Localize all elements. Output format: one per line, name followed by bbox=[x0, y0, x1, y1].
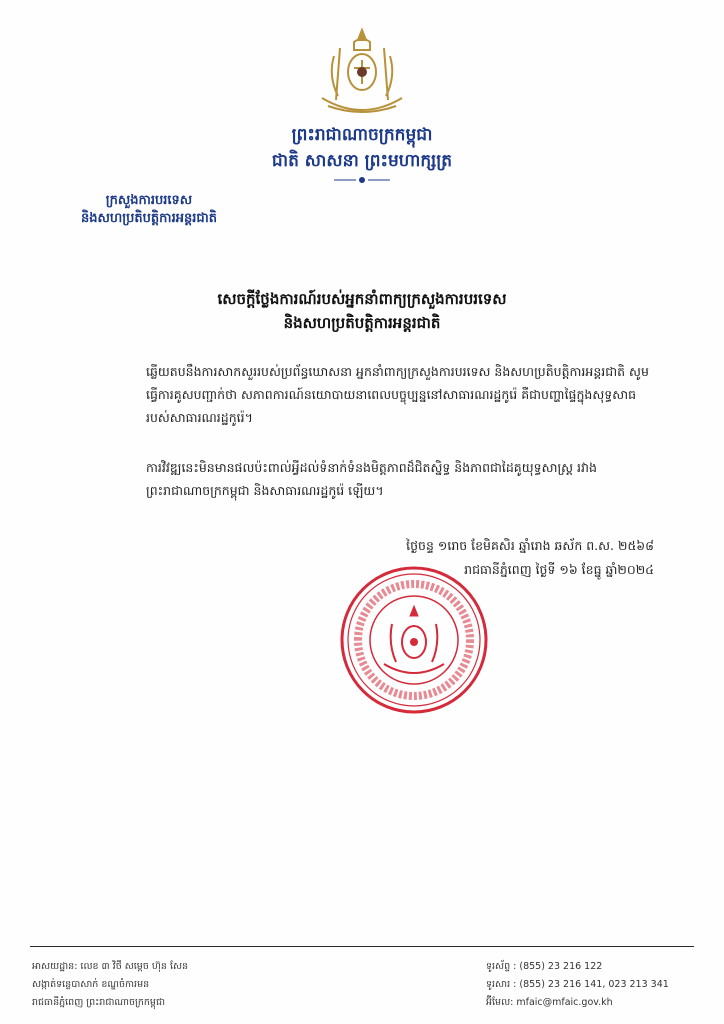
solar-date: រាជធានីភ្នំពេញ ថ្ងៃទី ១៦ ខែធ្នូ ឆ្នាំ២០២៤ bbox=[464, 562, 654, 577]
lunar-date: ថ្ងៃចន្ទ ១រោច ខែមិគសិរ ឆ្នាំរោង ឆស័ក ព.ស. ២៥៦៨ bbox=[406, 538, 654, 553]
statement-title: សេចក្តីថ្លែងការណ៍របស់អ្នកនាំពាក្យក្រសួងការបរទេស bbox=[217, 290, 507, 308]
footer-address-line2: សង្កាត់ទន្លេបាសាក់ ខណ្ឌចំការមន bbox=[32, 979, 150, 990]
footer-fax: ទូរសារ : (855) 23 216 141, 023 213 341 bbox=[486, 979, 669, 990]
footer-address-line3: រាជធានីភ្នំពេញ ព្រះរាជាណាចក្រកម្ពុជា bbox=[32, 997, 165, 1008]
ministry-name-line2: និងសហប្រតិបត្តិការអន្តរជាតិ bbox=[81, 211, 217, 226]
official-seal-icon bbox=[338, 564, 490, 716]
footer-phone: ទូរស័ព្ទ : (855) 23 216 122 bbox=[486, 961, 603, 972]
body-paragraph-2: ការវិវឌ្ឍនេះមិនមានផលប៉ះពាល់អ្វីដល់ទំនាក់ទំនងមិត្តភាពដ៏ជិតស្និទ្ធ និងភាពជាដៃគូយុទ្ធសាស្ត្រ រវាងព្រះរាជាណាចក្រកម្ពុជា និងសាធារណរដ្ឋកូរ៉េ ឡើយ។ bbox=[146, 460, 597, 498]
footer-divider bbox=[30, 946, 694, 947]
ministry-name: ក្រសួងការបរទេស bbox=[105, 193, 193, 208]
royal-emblem-icon bbox=[314, 26, 410, 118]
nation-motto: ជាតិ សាសនា ព្រះមហាក្សត្រ bbox=[271, 151, 453, 171]
statement-title-line2: និងសហប្រតិបត្តិការអន្តរជាតិ bbox=[283, 314, 441, 332]
divider-ornament-icon bbox=[332, 176, 392, 184]
footer-address: អាសយដ្ឋាន: លេខ ៣ វិថី សម្តេច ហ៊ុន សែន bbox=[32, 961, 189, 972]
kingdom-heading: ព្រះរាជាណាចក្រកម្ពុជា bbox=[291, 125, 433, 145]
footer-email: អ៊ីមែល: mfaic@mfaic.gov.kh bbox=[486, 997, 613, 1008]
body-paragraph-1: ឆ្លើយតបនឹងការសាកសួររបស់ប្រព័ន្ធឃោសនា អ្នកនាំពាក្យក្រសួងការបរទេស និងសហប្រតិបត្តិការអន្តរជាតិ សូមធ្វើការគូសបញ្ជាក់ថា សភាពការណ៍នយោបាយនាពេលបច្ចុប្បន្ននៅសាធារណរដ្ឋកូរ៉េ គឺជាបញ្ហាផ្ទៃក្នុងសុទ្ធសាធរបស់សាធារណរដ្ឋកូរ៉េ។ bbox=[146, 364, 649, 425]
